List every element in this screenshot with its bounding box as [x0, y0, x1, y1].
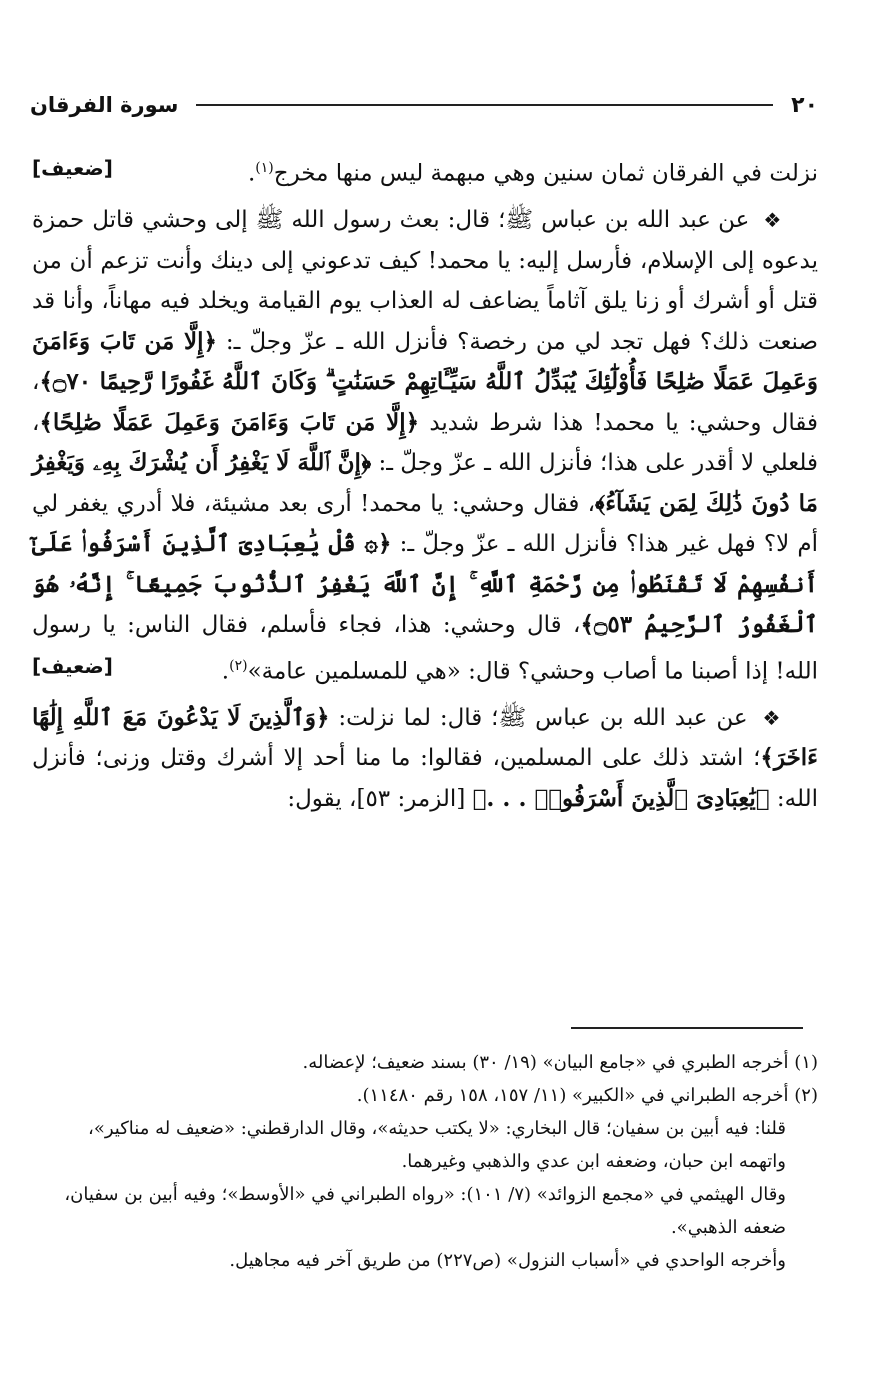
footnotes: [56, 1046, 818, 1277]
surah-reference: [الزمر: ٥٣]، يقول:: [287, 785, 466, 812]
paragraph-3: [32, 698, 818, 820]
paragraph-2: [32, 200, 818, 692]
bullet-icon: ❖: [763, 208, 782, 233]
page-number: ٢٠: [791, 92, 818, 118]
quran-verse-5: ﴿وَٱلَّذِينَ لَا يَدْعُونَ مَعَ ٱللَّهِ إِلَٰهًا ءَاخَرَ﴾: [32, 703, 818, 772]
paragraph-2-a: عن عبد الله بن عباس ﷺ؛ قال: بعث رسول الله ﷺ إلى وحشي قاتل حمزة يدعوه إلى الإسلام، فأرسل إليه: يا محمد! كيف تدعوني إلى دينك وأنت تزعم أن من قتل أو أشرك أو زنا يلق آثاماً يضاعف له العذاب يوم القيامة ويخلد فيه مهاناً، وأنا قد صنعت ذلك؟ فهل تجد لي من رخصة؟ فأنزل الله ـ عزّ وجلّ ـ:: [32, 207, 819, 355]
quran-verse-1: ﴿إِلَّا مَن تَابَ وَءَامَنَ وَعَمِلَ عَمَلًا صَٰلِحًا فَأُوْلَٰٓئِكَ يُبَدِّلُ ٱللَّهُ سَيِّـَٔاتِهِمْ حَسَنَٰتٍ ۗ وَكَانَ ٱللَّهُ غَفُورًا رَّحِيمًا ۝٧٠﴾: [32, 327, 818, 396]
paragraph-3-a: عن عبد الله بن عباس ﷺ؛ قال: لما نزلت:: [338, 704, 748, 731]
footnote-ref-2: (٢): [229, 657, 248, 674]
quran-verse-6: ﴿يَٰعِبَادِىَ ٱلَّذِينَ أَسْرَفُوا۟ . . .﴾: [472, 784, 770, 812]
paragraph-2-end: .: [221, 658, 230, 685]
paragraph-1-text: نزلت في الفرقان ثمان سنين وهي مبهمة ليس منها مخرج: [273, 160, 818, 187]
page-header: [30, 88, 818, 122]
header-rule: [196, 104, 773, 106]
quran-verse-2: ﴿إِلَّا مَن تَابَ وَءَامَنَ وَعَمِلَ عَمَلًا صَٰلِحًا﴾: [39, 408, 420, 436]
paragraph-1-end: .: [247, 160, 256, 187]
footnote-ref-1: (١): [255, 160, 274, 176]
paragraph-1: [32, 148, 818, 194]
footnote-rule: [571, 1027, 803, 1029]
quran-verse-3: ﴿إِنَّ ٱللَّهَ لَا يَغْفِرُ أَن يُشْرَكَ بِهِۦ وَيَغْفِرُ مَا دُونَ ذَٰلِكَ لِمَن يَشَآءُ﴾: [32, 449, 818, 517]
footnote-2-note-1: قلنا: فيه أبين بن سفيان؛ قال البخاري: «لا يكتب حديثه»، وقال الدارقطني: «ضعيف له مناكير»، واتهمه ابن حبان، وضعفه ابن عدي والذهبي وغيرهما.: [88, 1118, 786, 1172]
running-title: سورة الفرقان: [30, 93, 179, 117]
paragraph-2-c: ، فلعلي لا أقدر على هذا؛ فأنزل الله ـ عزّ وجلّ ـ:: [32, 409, 818, 477]
footnote-2-note-3: وأخرجه الواحدي في «أسباب النزول» (ص٢٢٧) من طريق آخر فيه مجاهيل.: [229, 1250, 786, 1271]
bullet-icon: ❖: [762, 705, 783, 730]
grade-label-1: [ضعيف]: [32, 156, 113, 180]
paragraph-2-b: ، فقال وحشي: يا محمد! هذا شرط شديد: [32, 369, 819, 436]
paragraph-2-e: ، قال وحشي: هذا، فجاء فأسلم، فقال الناس: يا رسول الله! إذا أصبنا ما أصاب وحشي؟ قال: «هي للمسلمين عامة»: [32, 612, 818, 685]
footnote-2: (٢) أخرجه الطبراني في «الكبير» (١١/ ١٥٧، ١٥٨ رقم ١١٤٨٠).: [356, 1085, 818, 1106]
quran-verse-4: ﴿۞ قُلْ يَٰعِبَادِىَ ٱلَّذِينَ أَسْرَفُوا۟ عَلَىٰٓ أَنفُسِهِمْ لَا تَقْنَطُوا۟ مِن رَّحْمَةِ ٱللَّهِ ۚ إِنَّ ٱللَّهَ يَغْفِرُ ٱلذُّنُوبَ جَمِيعًا ۚ إِنَّهُۥ هُوَ ٱلْغَفُورُ ٱلرَّحِيمُ ۝٥٣﴾: [32, 530, 818, 639]
grade-label-2: [ضعيف]: [32, 653, 113, 678]
main-text: [32, 148, 818, 825]
paragraph-2-d: ، فقال وحشي: يا محمد! أرى بعد مشيئة، فلا أدري يغفر لي أم لا؟ فهل غير هذا؟ فأنزل الله ـ عزّ وجلّ ـ:: [32, 490, 819, 558]
footnote-2-note-2: وقال الهيثمي في «مجمع الزوائد» (٧/ ١٠١): «رواه الطبراني في «الأوسط»؛ وفيه أبين بن سفيان، ضعفه الذهبي».: [64, 1184, 786, 1238]
footnote-1: (١) أخرجه الطبري في «جامع البيان» (١٩/ ٣٠) بسند ضعيف؛ لإعضاله.: [302, 1052, 818, 1073]
paragraph-3-b: ؛ اشتد ذلك على المسلمين، فقالوا: ما منا أحد إلا أشرك وقتل وزنى؛ فأنزل الله:: [32, 745, 818, 812]
